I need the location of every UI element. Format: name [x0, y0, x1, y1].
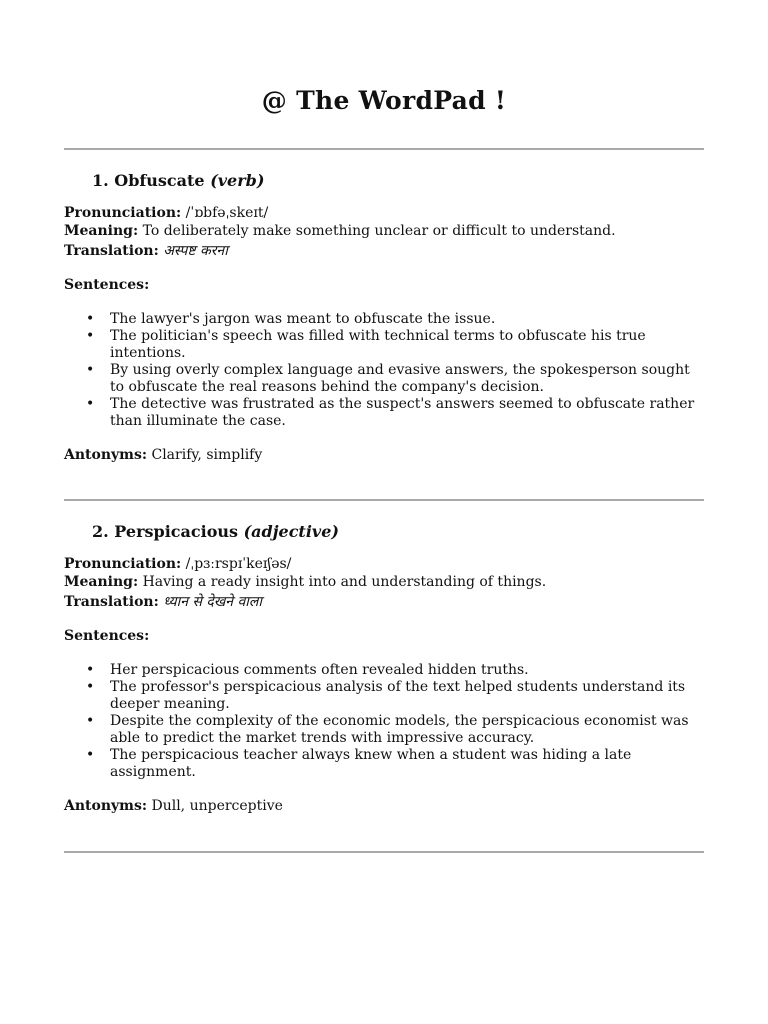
- pronunciation-line: [64, 556, 704, 573]
- entry-number: 2.: [92, 522, 109, 541]
- page-title: @ The WordPad !: [261, 86, 507, 115]
- part-of-speech: (adjective): [243, 522, 339, 541]
- pronunciation-value: /ˈɒbfəˌskeɪt/: [185, 205, 269, 221]
- sentence-text: The perspicacious teacher always knew when a student was hiding a late assignment.: [110, 747, 632, 780]
- antonyms-label: Antonyms:: [64, 798, 148, 814]
- translation-line: [64, 243, 704, 260]
- word-heading: [92, 522, 704, 542]
- translation-line: [64, 594, 704, 611]
- translation-label: Translation:: [64, 594, 159, 610]
- antonyms-value: Clarify, simplify: [151, 447, 263, 463]
- list-item: [64, 662, 704, 679]
- pronunciation-line: [64, 205, 704, 222]
- list-item: [64, 679, 704, 713]
- bullet-icon: •: [86, 747, 95, 763]
- sentence-text: Her perspicacious comments often revealed hidden truths.: [110, 662, 529, 678]
- bullet-icon: •: [86, 713, 95, 729]
- list-item: [64, 362, 704, 396]
- pronunciation-value: /ˌpɜːrspɪˈkeɪʃəs/: [185, 556, 292, 572]
- meaning-value: Having a ready insight into and understanding of things.: [142, 574, 547, 590]
- bullet-icon: •: [86, 328, 95, 344]
- meaning-label: Meaning:: [64, 574, 139, 590]
- word-entry-obfuscate: [64, 171, 704, 464]
- sentence-text: The detective was frustrated as the suspect's answers seemed to obfuscate rather than illuminate the case.: [110, 396, 695, 429]
- list-item: [64, 713, 704, 747]
- antonyms-value: Dull, unperceptive: [151, 798, 283, 814]
- list-item: [64, 328, 704, 362]
- list-item: [64, 396, 704, 430]
- antonyms-label: Antonyms:: [64, 447, 148, 463]
- translation-value: ध्यान से देखने वाला: [163, 594, 263, 610]
- sentence-list: [64, 311, 704, 430]
- sentence-text: The professor's perspicacious analysis of the text helped students understand its deeper meaning.: [110, 679, 686, 712]
- bullet-icon: •: [86, 362, 95, 378]
- antonyms-line: [64, 798, 704, 815]
- bullet-icon: •: [86, 396, 95, 412]
- entry-word: Obfuscate: [114, 171, 205, 190]
- divider-top: [64, 148, 704, 150]
- divider-middle: [64, 499, 704, 501]
- bullet-icon: •: [86, 662, 95, 678]
- meaning-label: Meaning:: [64, 223, 139, 239]
- entry-number: 1.: [92, 171, 109, 190]
- sentence-text: The lawyer's jargon was meant to obfuscate the issue.: [110, 311, 496, 327]
- sentence-text: The politician's speech was filled with technical terms to obfuscate his true intentions.: [110, 328, 646, 361]
- antonyms-line: [64, 447, 704, 464]
- meaning-line: [64, 223, 704, 240]
- word-heading: [92, 171, 704, 191]
- divider-bottom: [64, 851, 704, 853]
- pronunciation-label: Pronunciation:: [64, 556, 182, 572]
- bullet-icon: •: [86, 679, 95, 695]
- entry-word: Perspicacious: [114, 522, 239, 541]
- list-item: [64, 747, 704, 781]
- word-entry-perspicacious: [64, 522, 704, 815]
- list-item: [64, 311, 704, 328]
- sentences-label: Sentences:: [64, 277, 150, 293]
- meaning-value: To deliberately make something unclear or difficult to understand.: [142, 223, 616, 239]
- translation-value: अस्पष्ट करना: [163, 243, 228, 259]
- pronunciation-label: Pronunciation:: [64, 205, 182, 221]
- sentence-text: By using overly complex language and evasive answers, the spokesperson sought to obfuscate the real reasons behind the company's decision.: [110, 362, 690, 395]
- translation-label: Translation:: [64, 243, 159, 259]
- sentences-label: Sentences:: [64, 628, 150, 644]
- bullet-icon: •: [86, 311, 95, 327]
- sentence-text: Despite the complexity of the economic models, the perspicacious economist was able to predict the market trends with impressive accuracy.: [110, 713, 689, 746]
- sentence-list: [64, 662, 704, 781]
- part-of-speech: (verb): [210, 171, 265, 190]
- meaning-line: [64, 574, 704, 591]
